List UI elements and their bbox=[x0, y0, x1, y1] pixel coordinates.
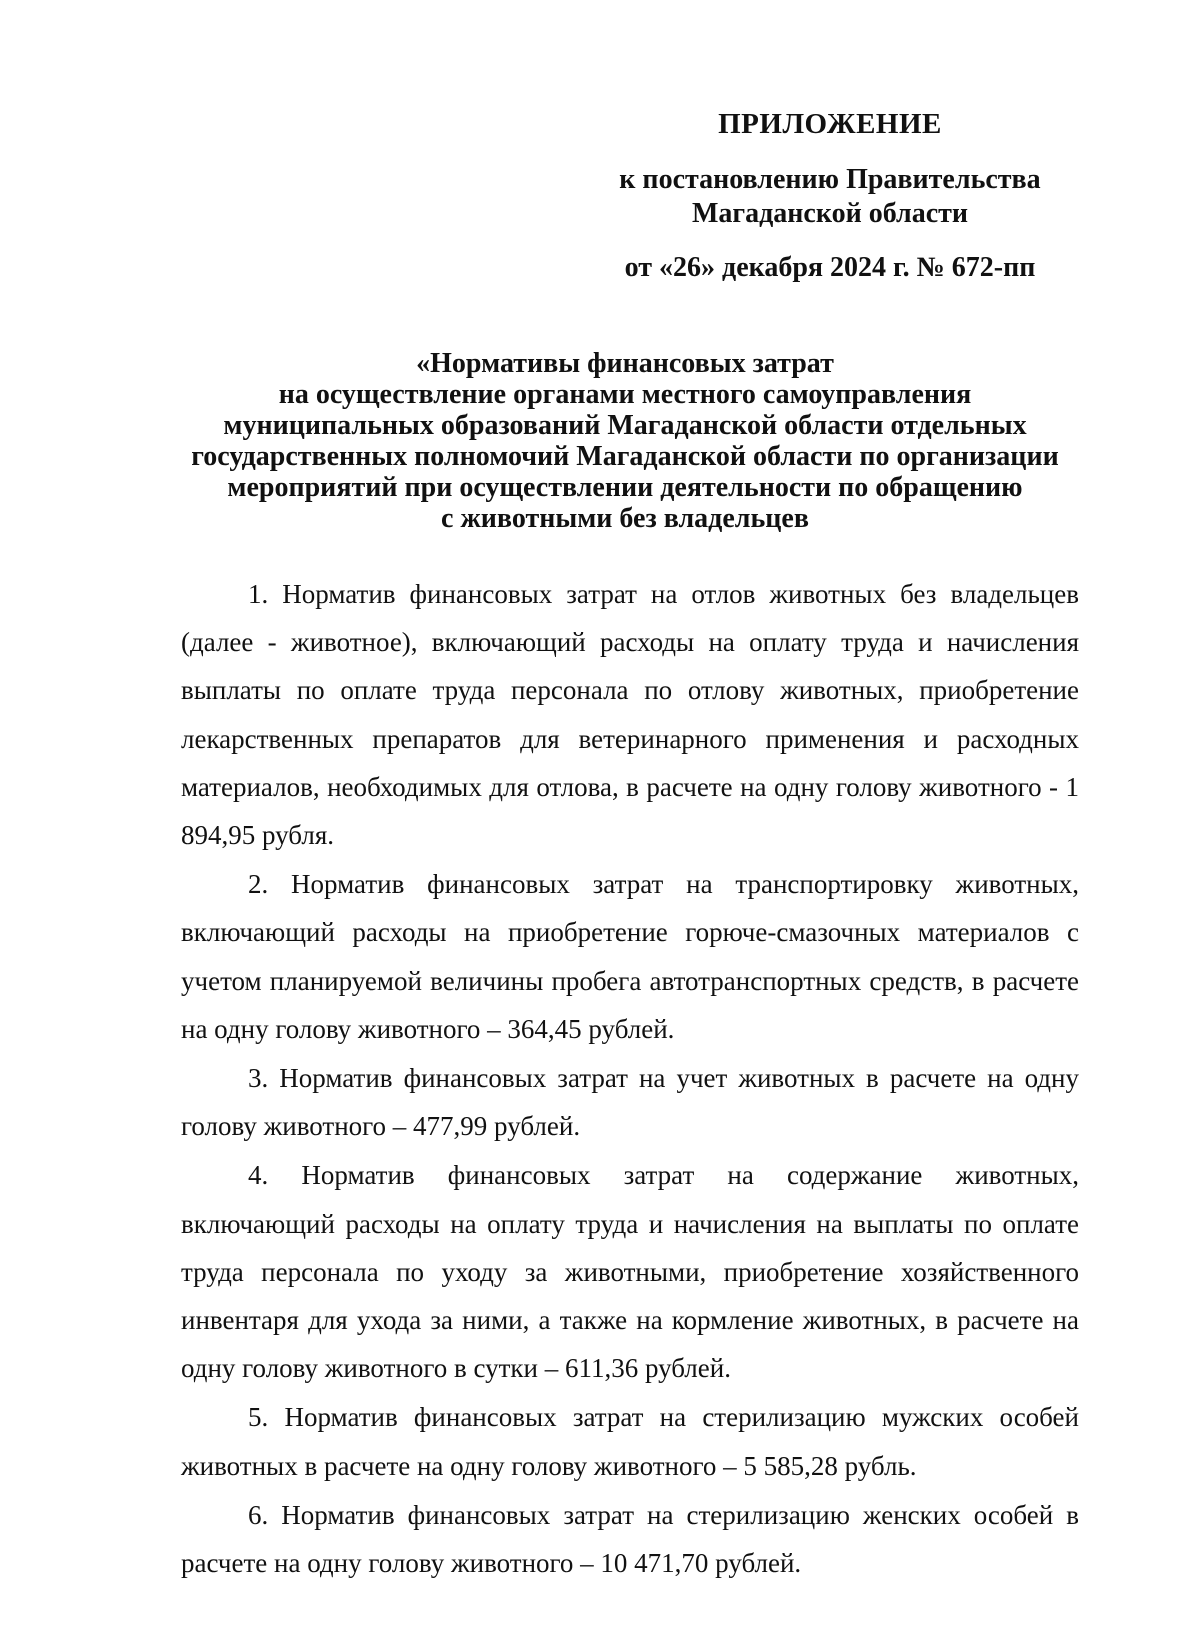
title-line: с животными без владельцев bbox=[441, 503, 809, 534]
title-line: муниципальных образований Магаданской области отдельных bbox=[223, 410, 1027, 441]
paragraph-3: 3. Норматив финансовых затрат на учет животных в расчете на одну голову животного – 477,99 рублей. bbox=[181, 1063, 1079, 1142]
paragraph-1: 1. Норматив финансовых затрат на отлов животных без владельцев (далее - животное), включающий расходы на оплату труда и начисления выплаты по оплате труда персонала по отлову животных, приобретение лекарственных препаратов для ветеринарного применения и расходных материалов, необходимых для отлова, в расчете на одну голову животного - 1 894,95 рубля. bbox=[181, 579, 1079, 851]
appendix-date-line: от «26» декабря 2024 г. № 672-пп bbox=[624, 252, 1036, 283]
paragraph-5: 5. Норматив финансовых затрат на стерилизацию мужских особей животных в расчете на одну голову животного – 5 585,28 рубль. bbox=[181, 1402, 1079, 1481]
paragraph-2: 2. Норматив финансовых затрат на транспортировку животных, включающий расходы на приобретение горюче-смазочных материалов с учетом планируемой величины пробега автотранспортных средств, в расчете на одну голову животного – 364,45 рублей. bbox=[181, 869, 1079, 1044]
paragraph-6: 6. Норматив финансовых затрат на стерилизацию женских особей в расчете на одну голову животного – 10 471,70 рублей. bbox=[181, 1499, 1079, 1579]
paragraph-4: 4. Норматив финансовых затрат на содержание животных, включающий расходы на оплату труда и начисления на выплаты по оплате труда персонала по уходу за животными, приобретение хозяйственного инвентаря для ухода за ними, а также на кормление животных, в расчете на одну голову животного в сутки – 611,36 рублей. bbox=[181, 1160, 1079, 1384]
title-line: «Нормативы финансовых затрат bbox=[416, 348, 834, 379]
appendix-resolution-line: к постановлению Правительства bbox=[619, 164, 1041, 195]
document-title bbox=[160, 348, 1090, 534]
document-body bbox=[181, 570, 1079, 1588]
title-line: мероприятий при осуществлении деятельности по обращению bbox=[227, 472, 1023, 503]
appendix-region-line: Магаданской области bbox=[691, 198, 969, 229]
title-line: на осуществление органами местного самоуправления bbox=[278, 379, 972, 410]
appendix-header bbox=[600, 108, 1060, 285]
appendix-heading: ПРИЛОЖЕНИЕ bbox=[718, 108, 942, 140]
title-line: государственных полномочий Магаданской области по организации bbox=[191, 441, 1059, 472]
